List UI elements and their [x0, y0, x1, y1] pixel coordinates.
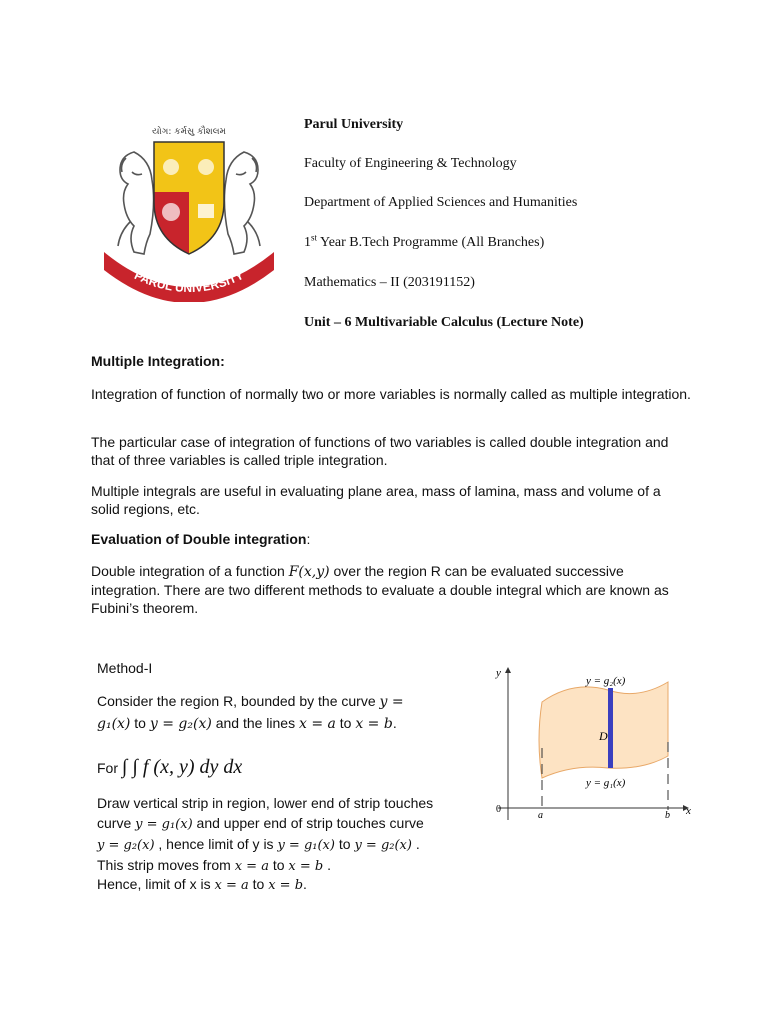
- method-title: Method-I: [97, 660, 153, 676]
- x-axis-label: x: [686, 805, 691, 817]
- logo-shield: [154, 142, 224, 254]
- unit-title: Unit – 6 Multivariable Calculus (Lecture Note): [304, 315, 584, 330]
- vertical-strip: [608, 688, 613, 768]
- strip-line-3: y = g₂(x) , hence limit of y is y = g₁(x) to y = g₂(x) .: [97, 836, 420, 853]
- for-integral-line: For ∫ ∫ f (x, y) dy dx: [97, 756, 243, 778]
- book-icon: [198, 204, 214, 218]
- paragraph-definition: Integration of function of normally two or more variables is normally called as multiple integration.: [91, 386, 691, 402]
- strip-line-1: Draw vertical strip in region, lower end of strip touches: [97, 795, 434, 811]
- course-name: Mathematics – II (203191152): [304, 275, 475, 290]
- b-label: b: [665, 810, 670, 821]
- strip-line-4: This strip moves from x = a to x = b .: [97, 857, 332, 874]
- paragraph-evaluation: Double integration of a function F(x,y) over the region R can be evaluated successive integration. There are two different methods to evaluate a double integral which are known as Fubini’s theorem.: [91, 563, 669, 616]
- region-diagram: [478, 660, 698, 830]
- strip-line-5: Hence, limit of x is x = a to x = b.: [97, 876, 307, 893]
- faculty-name: Faculty of Engineering & Technology: [304, 156, 517, 171]
- paragraph-double-triple: The particular case of integration of functions of two variables is called double integration and that of three variables is called triple integration.: [91, 434, 669, 468]
- lamp-icon: [163, 159, 179, 175]
- logo-ring-text: PARUL UNIVERSITY: [132, 268, 246, 296]
- lower-curve-label: y = g₁(x): [586, 777, 626, 789]
- origin-label: 0: [496, 804, 501, 815]
- multiple-integration-heading: Multiple Integration:: [91, 353, 225, 369]
- university-name: Parul University: [304, 117, 404, 132]
- strip-line-2: curve y = g₁(x) and upper end of strip touches curve: [97, 815, 424, 832]
- method-line-2: g₁(x) to y = g₂(x) and the lines x = a to x = b.: [97, 715, 397, 732]
- department-name: Department of Applied Sciences and Humanities: [304, 195, 578, 210]
- upper-curve-label: y = g₂(x): [586, 675, 626, 687]
- right-lion-icon: [224, 152, 260, 254]
- left-lion-icon: [118, 152, 154, 254]
- parul-university-logo: [96, 112, 282, 302]
- evaluation-heading: Evaluation of Double integration:: [91, 531, 311, 547]
- programme-year: 1st Year B.Tech Programme (All Branches): [304, 232, 545, 250]
- logo-motto: યોગ: કર્મસુ કૌશલમ: [152, 127, 226, 137]
- method-line-1: Consider the region R, bounded by the curve y =: [97, 693, 404, 710]
- lotus-icon: [162, 203, 180, 221]
- figures-icon: [198, 159, 214, 175]
- y-axis-label: y: [496, 667, 501, 679]
- region-label: D: [599, 729, 608, 743]
- paragraph-uses: Multiple integrals are useful in evaluating plane area, mass of lamina, mass and volume of a solid regions, etc.: [91, 483, 661, 517]
- a-label: a: [538, 810, 543, 821]
